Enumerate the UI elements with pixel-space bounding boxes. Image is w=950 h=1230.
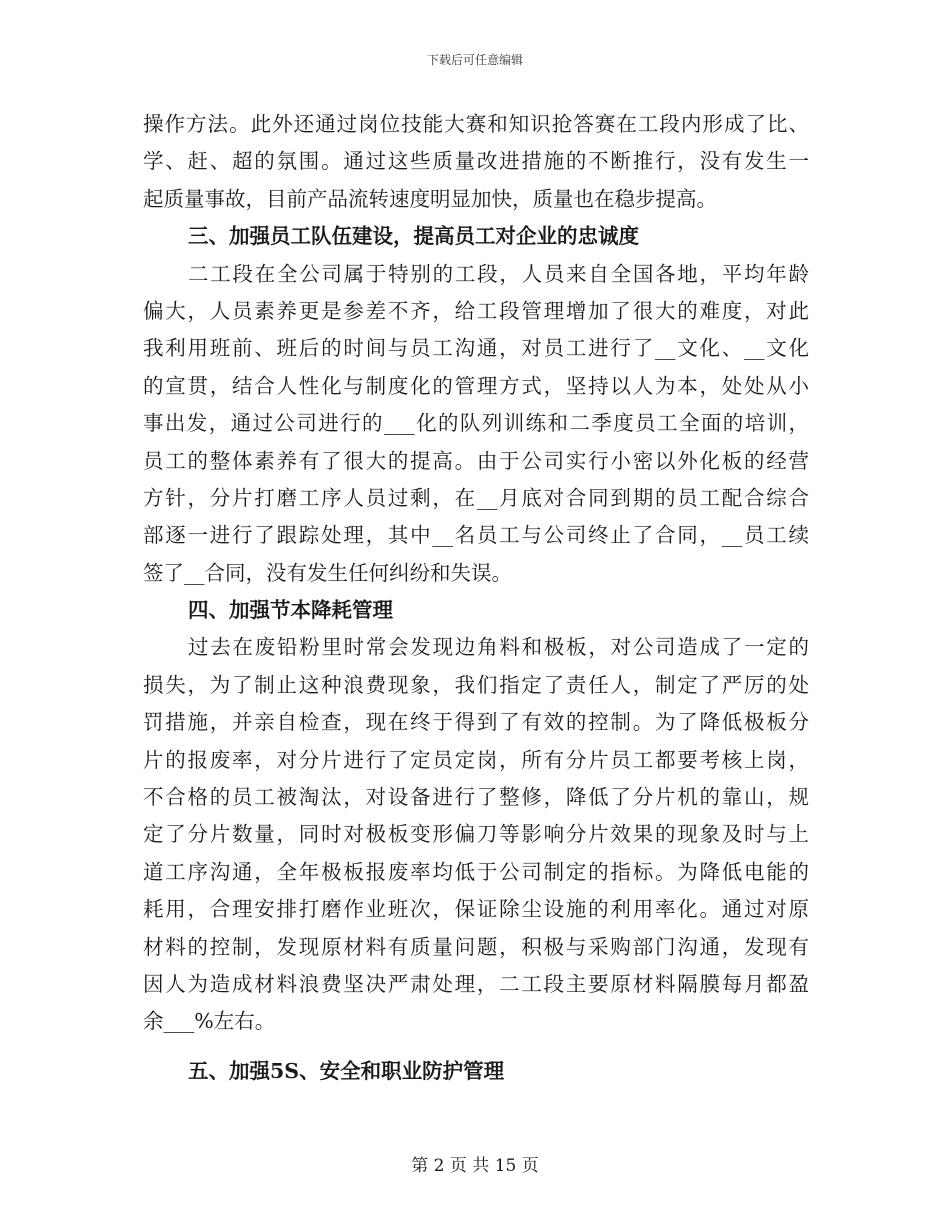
text-line: 二工段在全公司属于特别的工段，人员来自全国各地，平均年龄 [188, 261, 809, 286]
text-line: 因人为造成材料浪费坚决严肃处理，二工段主要原材料隔膜每月都盈 [143, 971, 809, 996]
text-line: 部逐一进行了跟踪处理，其中__名员工与公司终止了合同，__员工续 [143, 523, 809, 548]
text-line: 余___%左右。 [143, 1009, 276, 1034]
text-line: 方针，分片打磨工序人员过剩，在__月底对合同到期的员工配合综合 [143, 485, 809, 510]
text-line: 偏大，人员素养更是参差不齐，给工段管理增加了很大的难度，对此 [143, 298, 809, 323]
text-line: 不合格的员工被淘汰，对设备进行了整修，降低了分片机的靠山，规 [143, 785, 809, 810]
page-header-note: 下载后可任意编辑 [426, 53, 523, 67]
text-line: 我利用班前、班后的时间与员工沟通，对员工进行了__文化、__文化 [143, 336, 809, 361]
text-line: 罚措施，并亲自检查，现在终于得到了有效的控制。为了降低极板分 [143, 710, 809, 735]
text-line: 的宣贯，结合人性化与制度化的管理方式，坚持以人为本，处处从小 [143, 373, 809, 398]
text-line: 过去在废铅粉里时常会发现边角料和极板，对公司造成了一定的 [188, 635, 809, 660]
text-line: 损失，为了制止这种浪费现象，我们指定了责任人，制定了严厉的处 [143, 672, 809, 697]
text-line: 材料的控制，发现原材料有质量问题，积极与采购部门沟通，发现有 [143, 934, 809, 959]
text-line: 签了__合同，没有发生任何纠纷和失误。 [143, 560, 512, 585]
text-line: 学、赶、超的氛围。通过这些质量改进措施的不断推行，没有发生一 [143, 149, 809, 174]
section-heading-3: 三、加强员工队伍建设，提高员工对企业的忠诚度 [188, 224, 639, 249]
paragraph-section-3 [143, 256, 809, 593]
text-line: 起质量事故，目前产品流转速度明显加快，质量也在稳步提高。 [143, 186, 717, 211]
text-line: 员工的整体素养有了很大的提高。由于公司实行小密以外化板的经营 [143, 448, 809, 473]
paragraph-continuation [143, 106, 809, 218]
section-heading-4: 四、加强节本降耗管理 [188, 598, 393, 623]
paragraph-section-4 [143, 629, 809, 1040]
document-body [143, 106, 809, 1090]
text-line: 操作方法。此外还通过岗位技能大赛和知识抢答赛在工段内形成了比、 [143, 112, 809, 136]
text-line: 片的报废率，对分片进行了定员定岗，所有分片员工都要考核上岗， [143, 747, 809, 772]
page-number: 第 2 页 共 15 页 [411, 1156, 539, 1176]
section-heading-5: 五、加强5S、安全和职业防护管理 [188, 1058, 505, 1083]
text-line: 道工序沟通，全年极板报废率均低于公司制定的指标。为降低电能的 [143, 859, 809, 884]
text-line: 事出发，通过公司进行的___化的队列训练和二季度员工全面的培训， [143, 411, 809, 436]
text-line: 定了分片数量，同时对极板变形偏刀等影响分片效果的现象及时与上 [143, 822, 809, 847]
text-line: 耗用，合理安排打磨作业班次，保证除尘设施的利用率化。通过对原 [143, 897, 809, 922]
